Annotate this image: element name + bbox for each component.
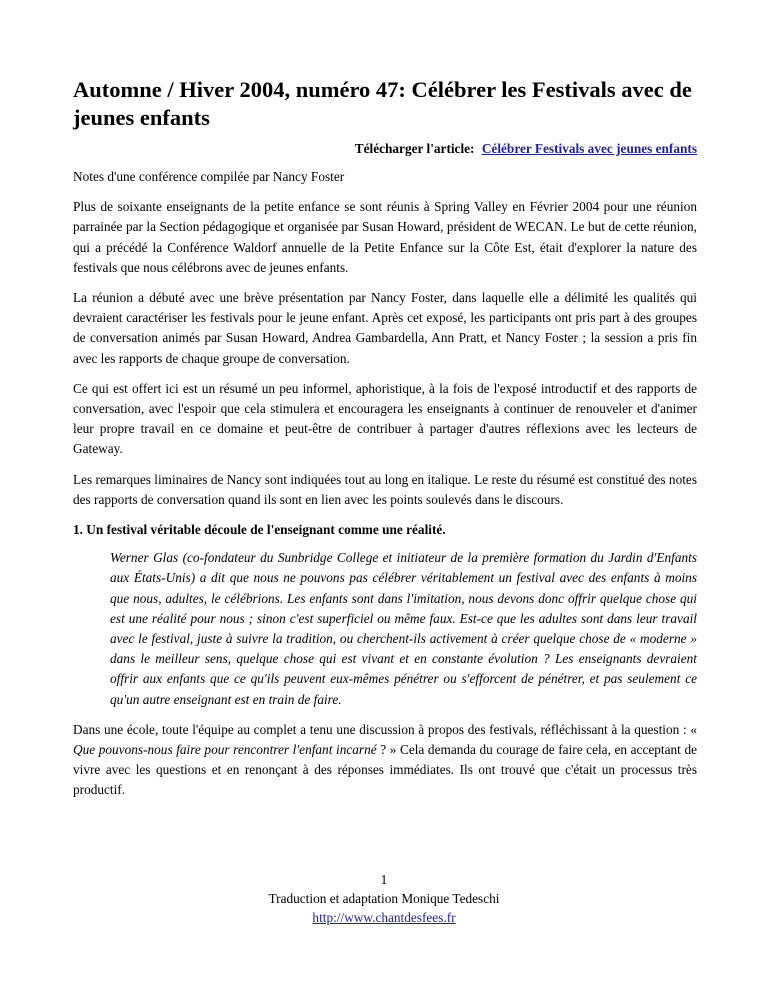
page-number: 1 xyxy=(380,872,388,887)
paragraph-5-start: Dans une école, toute l'équipe au complet a tenu une discussion à propos des festivals, réfléchissant à la question : « xyxy=(73,721,697,737)
translation-credit: Traduction et adaptation Monique Tedeschi xyxy=(268,891,500,906)
paragraph-1: Plus de soixante enseignants de la petite enfance se sont réunis à Spring Valley en Février 2004 pour une réunion parrainée par la Section pédagogique et organisée par Susan Howard, président de WECAN. Le but de cette réunion, qui a précédé la Conférence Waldorf annuelle de la Petite Enfance sur la Côte Est, était d'explorer la nature des festivals que nous célébrons avec de jeunes enfants. xyxy=(73,199,697,275)
block-quote: Werner Glas (co-fondateur du Sunbridge College et initiateur de la première formation du Jardin d'Enfants aux États-Unis) a dit que nous ne pouvons pas célébrer véritablement un festival avec des enfants à moins que nous, adultes, le célébrions. Les enfants sont dans l'imitation, nous devons donc offrir quelque chose qui est une réalité pour nous ; sinon c'est superficiel ou même faux. Est-ce que les adultes sont dans leur travail avec le festival, juste à suivre la tradition, ou cherchent-ils activement à créer quelque chose de « moderne » dans le meilleur sens, quelque chose qui est vivant et en constante évolution ? Les enseignants devraient offrir aux enfants que ce qu'ils peuvent eux-mêmes pénétrer ou s'efforcent de pénétrer, et pas seulement ce qu'un autre enseignant est en train de faire. xyxy=(110,550,697,707)
paragraph-5 xyxy=(73,720,697,801)
download-line xyxy=(73,140,697,157)
download-label: Télécharger l'article: xyxy=(354,141,475,156)
credit-line: Notes d'une conférence compilée par Nancy Foster xyxy=(73,169,345,184)
page-footer xyxy=(0,870,768,927)
download-link[interactable]: Célébrer Festivals avec jeunes enfants xyxy=(481,141,697,156)
paragraph-3: Ce qui est offert ici est un résumé un peu informel, aphoristique, à la fois de l'exposé introductif et des rapports de conversation, avec l'espoir que cela stimulera et encouragera les enseignants à continuer de renouveler et d'animer leur propre travail en ce domaine et peut-être de contribuer à partager d'autres réflexions avec les lecteurs de Gateway. xyxy=(73,380,697,457)
document-page xyxy=(73,76,697,801)
section-heading: 1. Un festival véritable découle de l'enseignant comme une réalité. xyxy=(73,522,446,538)
article-title: Automne / Hiver 2004, numéro 47: Célébrer les Festivals avec de jeunes enfants xyxy=(73,77,692,130)
paragraph-2: La réunion a débuté avec une brève présentation par Nancy Foster, dans laquelle elle a délimité les qualités qui devraient caractériser les festivals pour le jeune enfant. Après cet exposé, les participants ont pris part à des groupes de conversation animés par Susan Howard, Andrea Gambardella, Ann Pratt, et Nancy Foster ; la session a pris fin avec les rapports de chaque groupe de conversation. xyxy=(73,290,697,366)
footer-link[interactable]: http://www.chantdesfees.fr xyxy=(312,910,456,925)
paragraph-5-question: Que pouvons-nous faire pour rencontrer l'enfant incarné xyxy=(73,742,377,758)
paragraph-4: Les remarques liminaires de Nancy sont indiquées tout au long en italique. Le reste du résumé est constitué des notes des rapports de conversation quand ils sont en lien avec les points soulevés dans le discours. xyxy=(73,471,697,507)
paragraph-5-end: ? » Cela demanda du courage de faire cela, en acceptant de vivre avec les questions et en renonçant à des réponses immédiates. Ils ont trouvé que c'était un processus très productif. xyxy=(73,742,697,798)
